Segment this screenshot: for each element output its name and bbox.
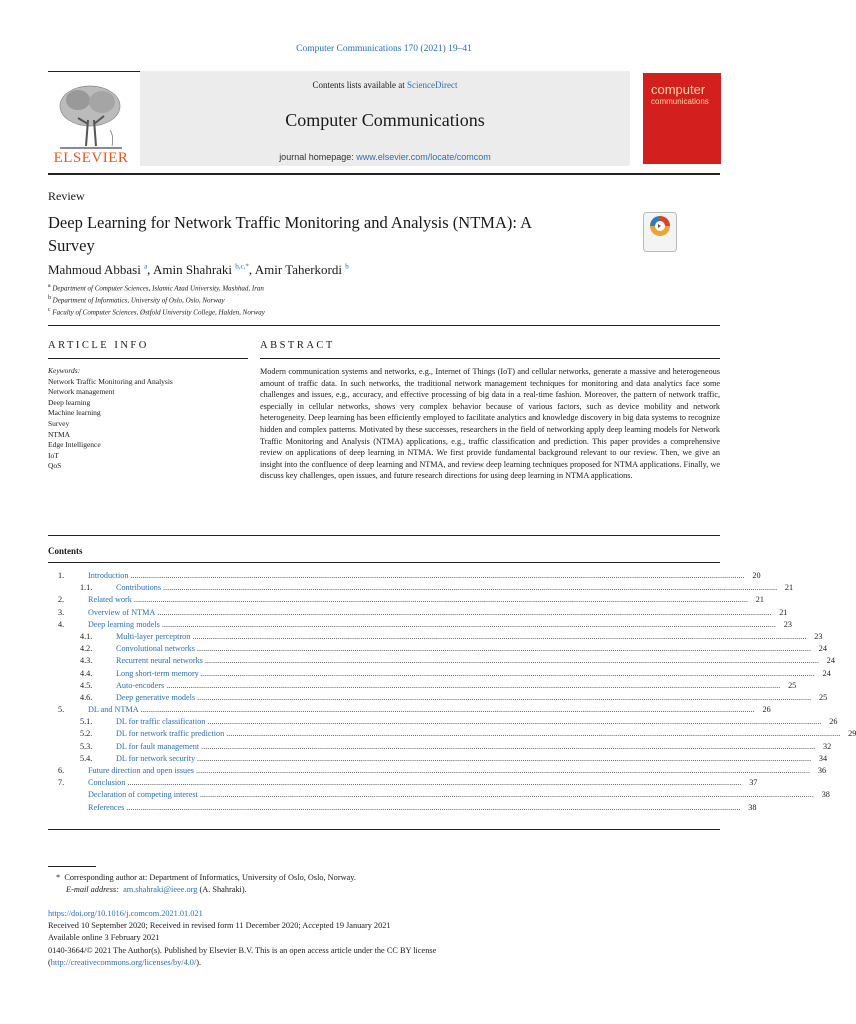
toc-entry[interactable]: [48, 680, 797, 693]
toc-entry-title[interactable]: Overview of NTMA: [88, 607, 156, 617]
toc-entry-page: 25: [788, 680, 797, 690]
toc-entry-number: 2.: [58, 595, 65, 605]
toc-entry-number: 4.2.: [80, 644, 93, 654]
toc-leader-dots: ............................................................................................................................................................................................................................................................................................................: [195, 766, 811, 775]
toc-entry[interactable]: [48, 607, 788, 620]
paper-title-line-2: Survey: [48, 236, 95, 255]
toc-leader-dots: ............................................................................................................................................................................................................................................................................................................: [127, 778, 742, 788]
toc-entry-title[interactable]: Conclusion: [88, 778, 126, 788]
contents-available-prefix: Contents lists available at: [312, 80, 407, 90]
toc-entry[interactable]: [48, 619, 792, 632]
toc-entry-number: 4.4.: [80, 668, 93, 678]
elsevier-logo-text: ELSEVIER: [53, 150, 129, 166]
corresponding-author-note: [56, 872, 356, 884]
toc-entry-number: 1.1.: [80, 583, 93, 593]
toc-entry-page: 24: [822, 668, 831, 678]
toc-entry-title[interactable]: Contributions: [116, 583, 162, 593]
cover-title: computer: [651, 82, 706, 97]
toc-entry-title[interactable]: Declaration of competing interest: [88, 790, 198, 800]
cover-subtitle: communications: [651, 97, 709, 106]
keyword: Machine learning: [48, 408, 101, 418]
affiliation-b: [48, 295, 225, 304]
footnote-marker: *: [56, 873, 61, 882]
toc-leader-dots: ............................................................................................................................................................................................................................................................................................................: [166, 680, 781, 690]
email-label: E-mail address:: [66, 885, 119, 894]
toc-leader-dots: ............................................................................................................................................................................................................................................................................................................: [204, 656, 819, 666]
toc-entry[interactable]: [48, 753, 828, 766]
toc-entry-title[interactable]: DL and NTMA: [88, 705, 139, 715]
doi-link[interactable]: https://doi.org/10.1016/j.comcom.2021.01.021: [48, 909, 203, 918]
toc-leader-dots: ............................................................................................................................................................................................................................................................................................................: [196, 644, 811, 654]
toc-entry-title[interactable]: Auto-encoders: [116, 680, 165, 690]
keyword: Survey: [48, 418, 70, 428]
toc-entry[interactable]: [48, 595, 764, 607]
toc-entry-page: 34: [818, 753, 828, 763]
toc-entry-title[interactable]: Deep learning models: [88, 619, 160, 629]
toc-entry-number: 6.: [58, 766, 65, 775]
toc-entry-page: 21: [755, 595, 764, 605]
toc-leader-dots: ............................................................................................................................................................................................................................................................................................................: [163, 583, 778, 593]
toc-entry-page: 25: [819, 692, 828, 702]
toc-leader-dots: ............................................................................................................................................................................................................................................................................................................: [140, 705, 755, 715]
email-link[interactable]: am.shahraki@ieee.org: [123, 885, 198, 894]
paper-title: [48, 211, 608, 257]
author-name: Mahmoud Abbasi: [48, 262, 141, 277]
author-list: [48, 262, 349, 278]
title-divider: [48, 325, 720, 326]
author-affil-marker[interactable]: b,c,*: [235, 262, 249, 271]
toc-entry[interactable]: [48, 692, 828, 705]
toc-entry-title[interactable]: Future direction and open issues: [88, 766, 194, 775]
toc-entry[interactable]: [48, 571, 761, 583]
toc-leader-dots: ............................................................................................................................................................................................................................................................................................................: [161, 619, 776, 629]
toc-leader-dots: ............................................................................................................................................................................................................................................................................................................: [192, 631, 807, 641]
toc-entry[interactable]: [48, 668, 831, 681]
contents-heading: Contents: [48, 546, 83, 556]
contents-bottom-rule: [48, 829, 720, 830]
affiliation-marker: b: [48, 295, 51, 301]
footnote: [56, 872, 356, 896]
abstract-rule: [260, 358, 720, 359]
toc-entry-page: 32: [823, 741, 832, 751]
toc-entry-page: 38: [748, 802, 757, 812]
email-line: [56, 884, 356, 896]
corresponding-author-text: Corresponding author at: Department of Informatics, University of Oslo, Oslo, Norway.: [64, 873, 356, 882]
toc-leader-dots: ............................................................................................................................................................................................................................................................................................................: [126, 802, 741, 812]
affiliation-a: [48, 283, 264, 292]
toc-entry-number: 4.6.: [80, 692, 93, 702]
toc-entry-title[interactable]: References: [88, 802, 125, 812]
toc-entry[interactable]: [48, 705, 771, 717]
toc-leader-dots: ............................................................................................................................................................................................................................................................................................................: [200, 668, 815, 678]
toc-leader-dots: ............................................................................................................................................................................................................................................................................................................: [201, 741, 816, 751]
toc-entry-title[interactable]: Introduction: [88, 571, 129, 580]
toc-entry[interactable]: [48, 741, 832, 754]
affiliation-text: Faculty of Computer Sciences, Østfold University College, Halden, Norway: [50, 308, 265, 317]
toc-entry-number: 4.3.: [80, 656, 93, 666]
check-for-updates-badge[interactable]: [643, 212, 677, 252]
article-footer: [48, 908, 436, 969]
toc-entry[interactable]: [48, 790, 830, 802]
homepage-prefix: journal homepage:: [279, 152, 357, 162]
affiliation-text: Department of Informatics, University of Oslo, Oslo, Norway: [50, 296, 225, 305]
available-online: Available online 3 February 2021: [48, 933, 160, 943]
abstract-text: Modern communication systems and networks, e.g., Internet of Things (IoT) and cellular networks, generate a massive and heterogeneous amount of traffic data. In such networks, the traditional network management techniques for monitoring and data analytics face some challenges and issues, e.g., accuracy, and effective processing of big data in a real-time fashion. Moreover, the pattern of network traffic, especially in cellular networks, shows very complex behavior because of various factors, such as device mobility and network heterogeneity. Deep learning has been efficiently employed to facilitate analytics and knowledge discovery in big data systems to recognize hidden and complex patterns. Motivated by these successes, researchers in the field of networking apply deep learning models for Network Traffic Monitoring and Analysis (NTMA) applications, e.g., traffic classification and prediction. This paper provides a comprehensive review on applications of deep learning in NTMA. We first provide fundamental background relevant to our review. Then, we give an insight into the confluence of deep learning and NTMA, and review deep learning techniques proposed for NTMA applications. Finally, we discuss key challenges, open issues, and future research directions for using deep learning in NTMA applications.: [260, 367, 720, 481]
journal-reference[interactable]: Computer Communications 170 (2021) 19–41: [296, 44, 472, 54]
keyword: QoS: [48, 461, 62, 471]
toc-leader-dots: ............................................................................................................................................................................................................................................................................................................: [130, 571, 745, 580]
toc-entry[interactable]: [48, 729, 856, 741]
toc-entry-number: 4.1.: [80, 631, 93, 641]
author-separator: ,: [248, 262, 255, 277]
toc-entry-title[interactable]: DL for network security: [116, 753, 196, 763]
toc-entry[interactable]: [48, 656, 835, 668]
license-url-line: (http://creativecommons.org/licenses/by/4.0/).: [48, 957, 202, 967]
toc-entry-title[interactable]: Long short-term memory: [116, 668, 199, 678]
toc-entry-number: 5.1.: [80, 717, 93, 727]
toc-entry-title[interactable]: Convolutional networks: [116, 644, 195, 654]
toc-entry-title[interactable]: Recurrent neural networks: [116, 656, 203, 666]
article-info-heading: ARTICLE INFO: [48, 340, 149, 351]
toc-entry-number: 5.4.: [80, 753, 93, 763]
toc-entry-number: 7.: [58, 778, 65, 788]
author-separator: ,: [147, 262, 153, 277]
toc-entry-title[interactable]: DL for fault management: [116, 741, 200, 751]
toc-entry-page: 20: [752, 571, 761, 580]
toc-leader-dots: ............................................................................................................................................................................................................................................................................................................: [207, 717, 822, 727]
toc-leader-dots: ............................................................................................................................................................................................................................................................................................................: [157, 607, 772, 617]
toc-leader-dots: ............................................................................................................................................................................................................................................................................................................: [197, 692, 812, 702]
author-name: Amin Shahraki: [152, 262, 233, 277]
keywords-label: Keywords:: [48, 366, 81, 375]
toc-entry-number: 1.: [58, 571, 65, 580]
toc-entry-page: 24: [818, 644, 827, 654]
toc-entry-page: 37: [749, 778, 758, 788]
footnote-rule: [48, 866, 96, 867]
toc-entry-page: 29: [848, 729, 856, 739]
table-of-contents: [48, 571, 856, 815]
sciencedirect-link[interactable]: ScienceDirect: [407, 80, 458, 90]
toc-entry-number: 3.: [58, 607, 65, 617]
email-suffix: (A. Shahraki).: [197, 885, 247, 894]
author-3[interactable]: [255, 262, 349, 277]
keyword: NTMA: [48, 429, 71, 439]
keyword: IoT: [48, 450, 59, 460]
author-name: Amir Taherkordi: [254, 262, 343, 277]
keyword: Edge Intelligence: [48, 440, 101, 450]
contents-top-rule: [48, 562, 720, 563]
toc-entry-number: 5.2.: [80, 729, 93, 739]
affiliation-marker: a: [48, 283, 51, 289]
affiliation-text: Department of Computer Sciences, Islamic Azad University, Mashhad, Iran: [50, 284, 264, 293]
toc-entry-page: 23: [783, 619, 792, 629]
toc-entry-title[interactable]: DL for traffic classification: [116, 717, 206, 727]
toc-leader-dots: ............................................................................................................................................................................................................................................................................................................: [197, 753, 812, 763]
toc-entry-title[interactable]: Related work: [88, 595, 132, 605]
toc-entry[interactable]: [48, 766, 827, 778]
toc-entry-number: 4.5.: [80, 680, 93, 690]
toc-leader-dots: ............................................................................................................................................................................................................................................................................................................: [199, 790, 814, 800]
toc-entry-page: 21: [784, 583, 794, 593]
toc-entry-page: 38: [821, 790, 830, 800]
toc-entry[interactable]: [48, 583, 794, 595]
journal-title: Computer Communications: [285, 110, 485, 130]
received-dates: Received 10 September 2020; Received in revised form 11 December 2020; Accepted 19 January 2021: [48, 921, 391, 931]
toc-entry-title[interactable]: Multi-layer perceptron: [116, 631, 191, 641]
author-2[interactable]: [153, 262, 255, 277]
toc-entry-number: 5.3.: [80, 741, 93, 751]
toc-leader-dots: ............................................................................................................................................................................................................................................................................................................: [133, 595, 748, 605]
author-affil-marker[interactable]: b: [345, 262, 349, 271]
journal-homepage-line: [140, 152, 630, 162]
toc-entry-title[interactable]: Deep generative models: [116, 692, 196, 702]
keywords-block: [48, 366, 173, 472]
affiliation-marker: c: [48, 307, 51, 313]
header-divider: [48, 173, 720, 175]
toc-entry-page: 26: [762, 705, 771, 715]
toc-entry-page: 24: [826, 656, 835, 666]
keyword: Deep learning: [48, 397, 91, 407]
toc-entry-page: 26: [829, 717, 838, 727]
toc-entry[interactable]: [48, 778, 758, 790]
article-type: Review: [48, 189, 85, 203]
author-1[interactable]: [48, 262, 153, 277]
article-info-rule: [48, 358, 248, 359]
toc-entry-page: 21: [779, 607, 788, 617]
toc-entry[interactable]: [48, 631, 823, 644]
toc-entry-number: 4.: [58, 619, 65, 629]
abstract-heading: ABSTRACT: [260, 340, 335, 351]
license-url-link[interactable]: http://creativecommons.org/licenses/by/4.0/: [50, 957, 197, 967]
author-affil-marker[interactable]: a: [144, 262, 148, 271]
toc-entry-title[interactable]: DL for network traffic prediction: [116, 729, 225, 739]
toc-entry-page: 36: [817, 766, 827, 775]
contents-available-line: [140, 80, 630, 90]
toc-entry-page: 23: [814, 631, 823, 641]
toc-entry-number: 5.: [58, 705, 65, 715]
license-statement: 0140-3664/© 2021 The Author(s). Published by Elsevier B.V. This is an open access article under the CC BY license: [48, 945, 437, 955]
keyword: Network Traffic Monitoring and Analysis: [48, 376, 173, 386]
toc-leader-dots: ............................................................................................................................................................................................................................................................................................................: [226, 729, 841, 739]
paper-title-line-1: Deep Learning for Network Traffic Monitoring and Analysis (NTMA): A: [48, 213, 533, 232]
toc-entry[interactable]: [48, 717, 838, 729]
affiliation-c: [48, 307, 265, 316]
abstract-divider: [48, 535, 720, 536]
homepage-link[interactable]: www.elsevier.com/locate/comcom: [356, 152, 491, 162]
toc-entry[interactable]: [48, 802, 757, 815]
toc-entry[interactable]: [48, 644, 827, 656]
keyword: Network management: [48, 387, 115, 397]
